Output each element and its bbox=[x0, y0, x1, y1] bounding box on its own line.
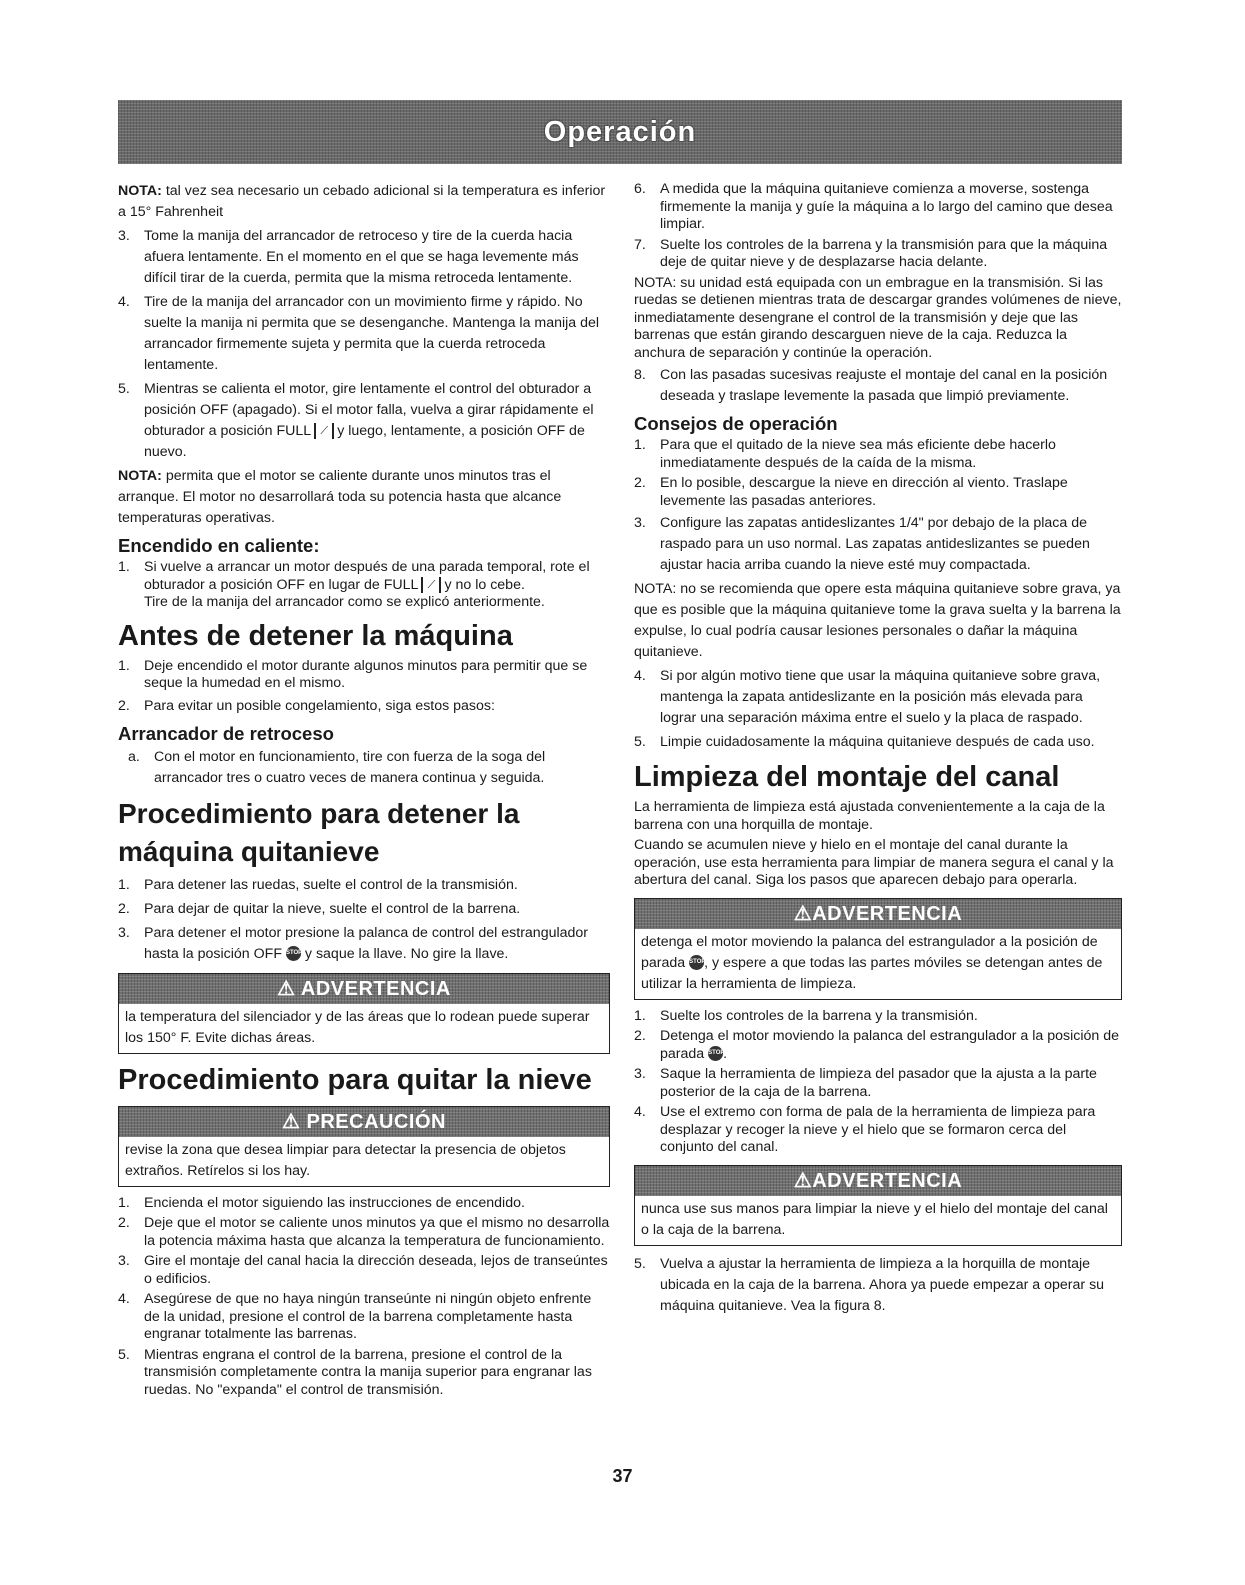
tip-item: 5. Limpie cuidadosamente la máquina quitanieve después de cada uso. bbox=[634, 734, 1095, 750]
note-clutch: NOTA: su unidad está equipada con un embrague en la transmisión. Si las ruedas se detienen mientras trata de descargar grandes volúmenes de nieve, inmediatamente desengrane el control de la transmisión y deje que las barrenas que están girando descarguen nieve de la caja. Reduzca la anchura de separación y continúe la operación. bbox=[634, 274, 1122, 361]
heading-snow-removal: Procedimiento para quitar la nieve bbox=[118, 1063, 592, 1096]
section-banner bbox=[118, 100, 1122, 164]
caution-box bbox=[118, 1106, 610, 1187]
section-title: Operación bbox=[543, 115, 697, 148]
recoil-step: a. Con el motor en funcionamiento, tire con fuerza de la soga del arrancador tres o cuatro veces de manera continua y seguida. bbox=[128, 748, 546, 786]
before-step: 2. Para evitar un posible congelamiento, siga estos pasos: bbox=[118, 697, 495, 714]
start-step: 3. Tome la manija del arrancador de retroceso y tire de la cuerda hacia afuera lentamente. En el momento en el que se haga levemente más difícil tirar de la cuerda, permita que la misma retroceda lentamente. bbox=[118, 228, 579, 286]
tip-item: 4. Si por algún motivo tiene que usar la máquina quitanieve sobre grava, mantenga la zapata antideslizante en la posición más elevada para lograr una separación máxima entre el suelo y la placa de raspado. bbox=[634, 668, 1101, 726]
note-gravel: NOTA: no se recomienda que opere esta máquina quitanieve sobre grava, ya que es posible que la máquina quitanieve tome la grava suelta y la barrena la expulse, lo cual podría causar lesiones personales o dañar la máquina quitanieve. bbox=[634, 581, 1121, 660]
stop-icon: STOP bbox=[689, 955, 704, 970]
removal-step: 5. Mientras engrana el control de la barrena, presione el control de la transmisión completamente contra la manija superior para engranar las ruedas. No "expanda" el control de transmisión. bbox=[118, 1346, 592, 1398]
stop-icon: STOP bbox=[286, 946, 301, 961]
removal-step: 4. Asegúrese de que no haya ningún transeúnte ni ningún objeto enfrente de la unidad, presione el control de la barrena completamente hasta engranar totalmente las barrenas. bbox=[118, 1291, 592, 1342]
heading-before-stopping: Antes de detener la máquina bbox=[118, 619, 513, 652]
tip-item: 1. Para que el quitado de la nieve sea más eficiente debe hacerlo inmediatamente después de la caída de la misma. bbox=[634, 437, 1056, 471]
stop-step: 3. Para detener el motor presione la palanca de control del estrangulador hasta la posición OFF STOP y saque la llave. No gire la llave. bbox=[118, 924, 589, 962]
cleaning-step: 1. Suelte los controles de la barrena y la transmisión. bbox=[634, 1007, 978, 1024]
heading-recoil-starter: Arrancador de retroceso bbox=[118, 722, 334, 744]
operation-step: 6. A medida que la máquina quitanieve comienza a moverse, sostenga firmemente la manija y guíe la máquina a lo largo del camino que desea limpiar. bbox=[634, 181, 1113, 232]
page-number: 37 bbox=[612, 1466, 633, 1486]
stop-icon: STOP bbox=[708, 1046, 723, 1061]
chute-usage: Cuando se acumulen nieve y hielo en el montaje del canal durante la operación, use esta herramienta para limpiar de manera segura el canal y la abertura del canal. Siga los pasos que aparecen debajo para operarla. bbox=[634, 837, 1114, 888]
caution-text: revise la zona que desea limpiar para detectar la presencia de objetos extraños. Retírelos si los hay. bbox=[125, 1141, 566, 1179]
operation-step: 7. Suelte los controles de la barrena y la transmisión para que la máquina deje de quitar nieve y de desplazarse hacia delante. bbox=[634, 236, 1108, 270]
choke-full-icon: ⟋ bbox=[314, 423, 334, 439]
note-primer: NOTA: tal vez sea necesario un cebado adicional si la temperatura es inferior a 15° Fahrenheit bbox=[118, 183, 606, 220]
removal-step: 2. Deje que el motor se caliente unos minutos ya que el mismo no desarrolla la potencia máxima hasta que alcanza la temperatura de funcionamiento. bbox=[118, 1215, 610, 1249]
right-column bbox=[634, 181, 1122, 1320]
stop-step: 2. Para dejar de quitar la nieve, suelte el control de la barrena. bbox=[118, 900, 521, 917]
warning-header: ⚠ ADVERTENCIA bbox=[119, 974, 609, 1004]
heading-stop-procedure: Procedimiento para detener la máquina quitanieve bbox=[118, 797, 520, 867]
tip-item: 3. Configure las zapatas antideslizantes 1/4" por debajo de la placa de raspado para un uso normal. Las zapatas antideslizantes se pueden ajustar hacia arriba cuando la nieve esté muy compactada. bbox=[634, 515, 1090, 573]
warning-header: ⚠ADVERTENCIA bbox=[635, 1166, 1121, 1196]
warning-box-stop-engine bbox=[634, 898, 1122, 1000]
removal-step: 3. Gire el montaje del canal hacia la dirección deseada, lejos de transeúntes o edificios. bbox=[118, 1253, 608, 1287]
hot-start-step: 1. Si vuelve a arrancar un motor después de una parada temporal, rote el obturador a posición OFF en lugar de FULL ⟋ y no lo cebe. Tire de la manija del arrancador como se explicó anteriormente. bbox=[118, 559, 590, 610]
cleaning-step: 3. Saque la herramienta de limpieza del pasador que la ajusta a la parte posterior de la caja de la barrena. bbox=[634, 1066, 1097, 1100]
removal-step: 1. Encienda el motor siguiendo las instrucciones de encendido. bbox=[118, 1194, 525, 1211]
heading-chute-cleaning: Limpieza del montaje del canal bbox=[634, 761, 1060, 793]
left-column bbox=[118, 181, 610, 1402]
heading-operating-tips: Consejos de operación bbox=[634, 413, 838, 434]
start-step: 5. Mientras se calienta el motor, gire lentamente el control del obturador a posición OFF (apagado). Si el motor falla, vuelva a girar rápidamente el obturador a posición FULL ⟋ y luego, lentamente, a posición OFF de nuevo. bbox=[118, 381, 594, 460]
before-step: 1. Deje encendido el motor durante algunos minutos para permitir que se seque la humedad en el mismo. bbox=[118, 657, 588, 691]
warning-text: nunca use sus manos para limpiar la nieve y el hielo del montaje del canal o la caja de la barrena. bbox=[641, 1200, 1108, 1238]
warning-text: detenga el motor moviendo la palanca del estrangulador a la posición de parada STOP, y espere a que todas las partes móviles se detengan antes de utilizar la herramienta de limpieza. bbox=[641, 933, 1103, 992]
choke-full-icon: ⟋ bbox=[421, 577, 441, 593]
heading-hot-start: Encendido en caliente: bbox=[118, 535, 320, 556]
note-warmup: NOTA: permita que el motor se caliente durante unos minutos tras el arranque. El motor no desarrollará toda su potencia hasta que alcance temperaturas operativas. bbox=[118, 468, 562, 526]
cleaning-step: 2. Detenga el motor moviendo la palanca del estrangulador a la posición de parada STOP. bbox=[634, 1028, 1120, 1062]
stop-step: 1. Para detener las ruedas, suelte el control de la transmisión. bbox=[118, 876, 518, 893]
warning-box-hands bbox=[634, 1165, 1122, 1246]
tip-item: 2. En lo posible, descargue la nieve en dirección al viento. Traslape levemente las pasadas anteriores. bbox=[634, 475, 1068, 509]
warning-header: ⚠ADVERTENCIA bbox=[635, 899, 1121, 929]
warning-text: la temperatura del silenciador y de las áreas que lo rodean puede superar los 150° F. Evite dichas áreas. bbox=[125, 1008, 590, 1046]
warning-box-muffler bbox=[118, 973, 610, 1054]
chute-intro: La herramienta de limpieza está ajustada convenientemente a la caja de la barrena con una horquilla de montaje. bbox=[634, 799, 1105, 833]
caution-header: ⚠ PRECAUCIÓN bbox=[119, 1107, 609, 1137]
start-step: 4. Tire de la manija del arrancador con un movimiento firme y rápido. No suelte la manija ni permita que se desenganche. Mantenga la manija del arrancador firmemente sujeta y permita que la cuerda retroceda lentamente. bbox=[118, 294, 600, 373]
operation-step: 8. Con las pasadas sucesivas reajuste el montaje del canal en la posición deseada y traslape levemente la pasada que limpió previamente. bbox=[634, 367, 1108, 404]
cleaning-step: 5. Vuelva a ajustar la herramienta de limpieza a la horquilla de montaje ubicada en la caja de la barrena. Ahora ya puede empezar a operar su máquina quitanieve. Vea la figura 8. bbox=[634, 1255, 1105, 1314]
cleaning-step: 4. Use el extremo con forma de pala de la herramienta de limpieza para desplazar y recoger la nieve y el hielo que se formaron cerca del conjunto del canal. bbox=[634, 1104, 1096, 1155]
